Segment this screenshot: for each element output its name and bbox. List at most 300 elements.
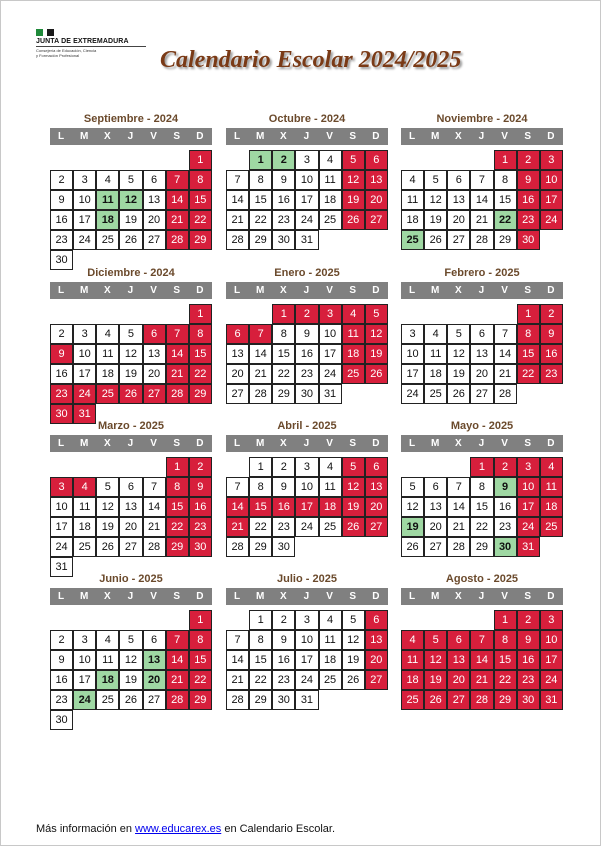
day-cell: 26	[342, 670, 365, 690]
holiday-day-cell: 1	[189, 150, 212, 170]
day-cell: 15	[249, 650, 272, 670]
holiday-day-cell: 23	[50, 384, 73, 404]
weekday-header	[50, 435, 212, 452]
holiday-day-cell: 27	[447, 690, 470, 710]
day-cell: 2	[50, 630, 73, 650]
holiday-day-cell: 20	[365, 190, 388, 210]
holiday-day-cell: 6	[365, 457, 388, 477]
day-cell: 19	[96, 517, 119, 537]
weekday-label: L	[409, 131, 416, 142]
holiday-day-cell: 29	[189, 230, 212, 250]
day-cell: 24	[295, 210, 318, 230]
weekday-label: V	[501, 131, 508, 142]
holiday-day-cell: 1	[166, 457, 189, 477]
empty-cell	[73, 150, 96, 170]
holiday-day-cell: 9	[517, 630, 540, 650]
holiday-day-cell: 21	[470, 670, 493, 690]
weekday-label: M	[256, 591, 265, 602]
empty-cell	[494, 304, 517, 324]
weekday-label: M	[431, 438, 440, 449]
holiday-day-cell: 15	[189, 650, 212, 670]
holiday-day-cell: 25	[540, 517, 563, 537]
month-title: Agosto - 2025	[445, 573, 519, 585]
weekday-label: M	[256, 131, 265, 142]
holiday-day-cell: 6	[143, 324, 166, 344]
month-calendar	[401, 265, 563, 404]
month-title: Noviembre - 2024	[436, 113, 528, 125]
day-cell: 19	[119, 210, 142, 230]
day-cell: 20	[143, 364, 166, 384]
holiday-day-cell: 1	[494, 150, 517, 170]
day-cell: 28	[226, 690, 249, 710]
holiday-day-cell: 5	[342, 457, 365, 477]
holiday-day-cell: 10	[540, 630, 563, 650]
day-cell: 7	[226, 170, 249, 190]
weekday-header	[226, 435, 388, 452]
month-calendar	[226, 111, 388, 250]
weekday-label: V	[150, 131, 157, 142]
day-cell: 21	[494, 364, 517, 384]
day-cell: 25	[424, 384, 447, 404]
holiday-day-cell: 30	[50, 404, 73, 424]
day-cell: 17	[73, 670, 96, 690]
holiday-day-cell: 16	[189, 497, 212, 517]
holiday-day-cell: 14	[470, 650, 493, 670]
weekday-label: M	[431, 591, 440, 602]
day-cell: 21	[447, 517, 470, 537]
weekday-label: V	[501, 438, 508, 449]
holiday-day-cell: 15	[517, 344, 540, 364]
special-day-cell: 18	[96, 210, 119, 230]
weekday-label: L	[234, 438, 241, 449]
day-cell: 29	[272, 384, 295, 404]
holiday-day-cell: 3	[540, 150, 563, 170]
day-cell: 6	[143, 630, 166, 650]
holiday-day-cell: 23	[517, 210, 540, 230]
weekday-header	[401, 282, 563, 299]
holiday-day-cell: 29	[189, 384, 212, 404]
day-cell: 25	[96, 230, 119, 250]
day-grid	[50, 304, 212, 424]
weekday-label: J	[303, 285, 310, 296]
footer-link[interactable]: www.educarex.es	[135, 823, 222, 835]
day-cell: 29	[470, 537, 493, 557]
day-cell: 29	[249, 690, 272, 710]
day-cell: 18	[424, 364, 447, 384]
holiday-day-cell: 22	[189, 364, 212, 384]
day-cell: 5	[342, 610, 365, 630]
empty-cell	[73, 610, 96, 630]
day-cell: 31	[319, 384, 342, 404]
day-cell: 17	[50, 517, 73, 537]
weekday-label: M	[80, 131, 89, 142]
logo-mark-black	[47, 29, 54, 36]
day-cell: 5	[119, 324, 142, 344]
weekday-label: L	[234, 591, 241, 602]
holiday-day-cell: 28	[166, 230, 189, 250]
day-grid	[401, 150, 563, 250]
day-cell: 14	[447, 497, 470, 517]
empty-cell	[143, 150, 166, 170]
day-cell: 27	[119, 537, 142, 557]
holiday-day-cell: 26	[119, 384, 142, 404]
day-cell: 17	[295, 650, 318, 670]
weekday-label: S	[349, 438, 357, 449]
day-cell: 12	[96, 497, 119, 517]
holiday-day-cell: 12	[424, 650, 447, 670]
empty-cell	[119, 150, 142, 170]
empty-cell	[226, 150, 249, 170]
day-cell: 23	[494, 517, 517, 537]
weekday-label: L	[58, 131, 65, 142]
month-title: Junio - 2025	[99, 573, 163, 585]
day-cell: 12	[401, 497, 424, 517]
day-cell: 13	[424, 497, 447, 517]
day-cell: 19	[119, 670, 142, 690]
day-cell: 23	[272, 210, 295, 230]
day-cell: 12	[447, 344, 470, 364]
holiday-day-cell: 13	[447, 650, 470, 670]
day-grid	[226, 457, 388, 557]
day-cell: 12	[119, 650, 142, 670]
day-cell: 21	[249, 364, 272, 384]
empty-cell	[424, 304, 447, 324]
weekday-label: V	[150, 591, 157, 602]
day-cell: 24	[73, 230, 96, 250]
weekday-label: J	[478, 591, 485, 602]
empty-cell	[96, 304, 119, 324]
empty-cell	[119, 304, 142, 324]
holiday-day-cell: 2	[189, 457, 212, 477]
holiday-day-cell: 30	[189, 537, 212, 557]
day-cell: 3	[295, 150, 318, 170]
holiday-day-cell: 25	[401, 690, 424, 710]
holiday-day-cell: 27	[365, 670, 388, 690]
holiday-day-cell: 25	[342, 364, 365, 384]
day-cell: 30	[50, 250, 73, 270]
day-cell: 11	[319, 170, 342, 190]
day-grid	[401, 304, 563, 404]
day-cell: 18	[401, 210, 424, 230]
holiday-day-cell: 16	[517, 190, 540, 210]
day-cell: 3	[295, 610, 318, 630]
day-cell: 22	[249, 670, 272, 690]
holiday-day-cell: 11	[342, 324, 365, 344]
special-day-cell: 12	[119, 190, 142, 210]
day-cell: 14	[143, 497, 166, 517]
day-cell: 6	[143, 170, 166, 190]
weekday-label: L	[409, 285, 416, 296]
day-cell: 22	[249, 517, 272, 537]
holiday-day-cell: 31	[540, 690, 563, 710]
empty-cell	[401, 457, 424, 477]
day-cell: 16	[50, 210, 73, 230]
day-cell: 10	[73, 650, 96, 670]
empty-cell	[424, 150, 447, 170]
holiday-day-cell: 1	[517, 304, 540, 324]
holiday-day-cell: 16	[272, 497, 295, 517]
weekday-label: D	[196, 131, 204, 142]
day-cell: 18	[319, 190, 342, 210]
day-cell: 28	[447, 537, 470, 557]
day-cell: 24	[295, 517, 318, 537]
weekday-header	[401, 588, 563, 605]
day-cell: 11	[401, 190, 424, 210]
day-cell: 2	[50, 324, 73, 344]
holiday-day-cell: 18	[540, 497, 563, 517]
holiday-day-cell: 4	[73, 477, 96, 497]
day-cell: 8	[272, 324, 295, 344]
empty-cell	[166, 150, 189, 170]
day-cell: 10	[73, 344, 96, 364]
holiday-day-cell: 3	[517, 457, 540, 477]
holiday-day-cell: 8	[166, 477, 189, 497]
empty-cell	[226, 457, 249, 477]
day-cell: 6	[470, 324, 493, 344]
weekday-label: S	[524, 438, 532, 449]
day-cell: 28	[494, 384, 517, 404]
weekday-label: S	[173, 438, 181, 449]
holiday-day-cell: 17	[517, 497, 540, 517]
day-cell: 5	[447, 324, 470, 344]
weekday-label: J	[478, 438, 485, 449]
day-cell: 4	[319, 150, 342, 170]
month-calendar	[226, 265, 388, 404]
day-cell: 31	[295, 690, 318, 710]
weekday-label: M	[80, 591, 89, 602]
day-cell: 9	[50, 190, 73, 210]
holiday-day-cell: 23	[189, 517, 212, 537]
holiday-day-cell: 24	[517, 517, 540, 537]
weekday-label: S	[349, 285, 357, 296]
weekday-label: X	[279, 438, 287, 449]
day-cell: 3	[73, 170, 96, 190]
weekday-label: D	[547, 591, 555, 602]
holiday-day-cell: 27	[365, 517, 388, 537]
weekday-label: S	[524, 285, 532, 296]
logo-mark-green	[36, 29, 43, 36]
holiday-day-cell: 1	[189, 610, 212, 630]
weekday-label: D	[196, 438, 204, 449]
empty-cell	[447, 304, 470, 324]
empty-cell	[470, 150, 493, 170]
weekday-header	[50, 588, 212, 605]
day-cell: 19	[424, 210, 447, 230]
day-cell: 5	[119, 170, 142, 190]
day-cell: 2	[50, 170, 73, 190]
holiday-day-cell: 9	[189, 477, 212, 497]
weekday-label: D	[547, 131, 555, 142]
holiday-day-cell: 5	[342, 150, 365, 170]
special-day-cell: 22	[494, 210, 517, 230]
day-cell: 25	[319, 210, 342, 230]
day-cell: 6	[447, 170, 470, 190]
day-grid	[401, 457, 563, 557]
day-cell: 27	[143, 690, 166, 710]
month-calendar	[401, 111, 563, 250]
weekday-header	[50, 282, 212, 299]
day-cell: 26	[401, 537, 424, 557]
holiday-day-cell: 29	[494, 690, 517, 710]
holiday-day-cell: 22	[189, 210, 212, 230]
day-cell: 16	[272, 650, 295, 670]
empty-cell	[119, 610, 142, 630]
special-day-cell: 1	[249, 150, 272, 170]
holiday-day-cell: 20	[447, 670, 470, 690]
day-cell: 21	[226, 210, 249, 230]
day-cell: 20	[119, 517, 142, 537]
footer-suffix: en Calendario Escolar.	[221, 823, 335, 835]
month-title: Octubre - 2024	[268, 113, 346, 125]
holiday-day-cell: 9	[540, 324, 563, 344]
day-cell: 5	[424, 170, 447, 190]
month-title: Julio - 2025	[277, 573, 337, 585]
day-grid	[401, 610, 563, 710]
day-cell: 25	[319, 517, 342, 537]
day-cell: 6	[424, 477, 447, 497]
day-cell: 10	[295, 477, 318, 497]
month-title: Septiembre - 2024	[83, 113, 179, 125]
holiday-day-cell: 11	[401, 650, 424, 670]
holiday-day-cell: 21	[166, 364, 189, 384]
day-cell: 12	[119, 344, 142, 364]
day-cell: 8	[249, 630, 272, 650]
holiday-day-cell: 28	[166, 690, 189, 710]
day-cell: 20	[447, 210, 470, 230]
weekday-label: J	[478, 285, 485, 296]
empty-cell	[424, 610, 447, 630]
holiday-day-cell: 18	[319, 497, 342, 517]
weekday-label: S	[349, 131, 357, 142]
holiday-day-cell: 26	[365, 364, 388, 384]
day-cell: 27	[226, 384, 249, 404]
month-title: Abril - 2025	[277, 420, 337, 432]
day-cell: 30	[50, 710, 73, 730]
weekday-label: X	[103, 285, 111, 296]
holiday-day-cell: 28	[166, 384, 189, 404]
day-cell: 5	[401, 477, 424, 497]
day-cell: 10	[295, 630, 318, 650]
day-grid	[226, 304, 388, 404]
day-cell: 15	[470, 497, 493, 517]
day-cell: 20	[470, 364, 493, 384]
day-cell: 23	[272, 517, 295, 537]
day-cell: 13	[143, 190, 166, 210]
holiday-day-cell: 12	[365, 324, 388, 344]
weekday-label: L	[58, 285, 65, 296]
month-calendar	[50, 265, 212, 424]
holiday-day-cell: 16	[517, 650, 540, 670]
day-cell: 13	[226, 344, 249, 364]
day-cell: 9	[272, 477, 295, 497]
holiday-day-cell: 26	[424, 690, 447, 710]
empty-cell	[50, 150, 73, 170]
day-cell: 24	[319, 364, 342, 384]
weekday-label: M	[80, 438, 89, 449]
weekday-label: J	[478, 131, 485, 142]
weekday-label: D	[196, 591, 204, 602]
day-cell: 26	[119, 230, 142, 250]
holiday-day-cell: 18	[342, 344, 365, 364]
holiday-day-cell: 3	[50, 477, 73, 497]
holiday-day-cell: 22	[494, 670, 517, 690]
weekday-label: S	[173, 285, 181, 296]
weekday-label: S	[349, 591, 357, 602]
holiday-day-cell: 8	[517, 324, 540, 344]
holiday-day-cell: 22	[189, 670, 212, 690]
day-cell: 14	[226, 650, 249, 670]
holiday-day-cell: 19	[424, 670, 447, 690]
month-calendar	[401, 418, 563, 557]
holiday-day-cell: 18	[401, 670, 424, 690]
weekday-header	[401, 128, 563, 145]
empty-cell	[96, 457, 119, 477]
day-cell: 14	[494, 344, 517, 364]
logo-sub: Consejería de Educación, Ciencia y Formación Profesional	[36, 48, 97, 58]
weekday-label: V	[326, 438, 333, 449]
day-cell: 17	[73, 364, 96, 384]
day-cell: 27	[424, 537, 447, 557]
day-cell: 15	[249, 190, 272, 210]
weekday-label: L	[409, 591, 416, 602]
day-cell: 27	[143, 230, 166, 250]
empty-cell	[119, 457, 142, 477]
day-cell: 7	[470, 170, 493, 190]
holiday-day-cell: 1	[494, 610, 517, 630]
holiday-day-cell: 8	[189, 630, 212, 650]
holiday-day-cell: 4	[342, 304, 365, 324]
special-day-cell: 20	[143, 670, 166, 690]
day-cell: 8	[470, 477, 493, 497]
day-cell: 13	[470, 344, 493, 364]
holiday-day-cell: 23	[540, 364, 563, 384]
holiday-day-cell: 31	[73, 404, 96, 424]
footer-prefix: Más información en	[36, 823, 136, 835]
empty-cell	[166, 610, 189, 630]
holiday-day-cell: 8	[189, 170, 212, 190]
holiday-day-cell: 5	[424, 630, 447, 650]
holiday-day-cell: 15	[494, 650, 517, 670]
day-grid	[226, 610, 388, 710]
holiday-day-cell: 12	[342, 170, 365, 190]
day-cell: 30	[272, 230, 295, 250]
holiday-day-cell: 6	[365, 150, 388, 170]
holiday-day-cell: 24	[73, 384, 96, 404]
holiday-day-cell: 21	[166, 670, 189, 690]
day-grid	[50, 610, 212, 730]
holiday-day-cell: 8	[189, 324, 212, 344]
day-cell: 9	[50, 650, 73, 670]
day-cell: 16	[494, 497, 517, 517]
weekday-label: J	[303, 591, 310, 602]
holiday-day-cell: 19	[342, 497, 365, 517]
holiday-day-cell: 9	[50, 344, 73, 364]
day-cell: 13	[143, 344, 166, 364]
month-calendar	[401, 571, 563, 710]
day-cell: 14	[470, 190, 493, 210]
holiday-day-cell: 30	[517, 690, 540, 710]
day-cell: 23	[50, 690, 73, 710]
month-calendar	[50, 418, 212, 577]
holiday-day-cell: 15	[189, 344, 212, 364]
day-cell: 9	[295, 324, 318, 344]
day-cell: 24	[401, 384, 424, 404]
day-cell: 9	[272, 630, 295, 650]
holiday-day-cell: 8	[494, 630, 517, 650]
holiday-day-cell: 1	[189, 304, 212, 324]
holiday-day-cell: 14	[166, 344, 189, 364]
weekday-header	[226, 282, 388, 299]
